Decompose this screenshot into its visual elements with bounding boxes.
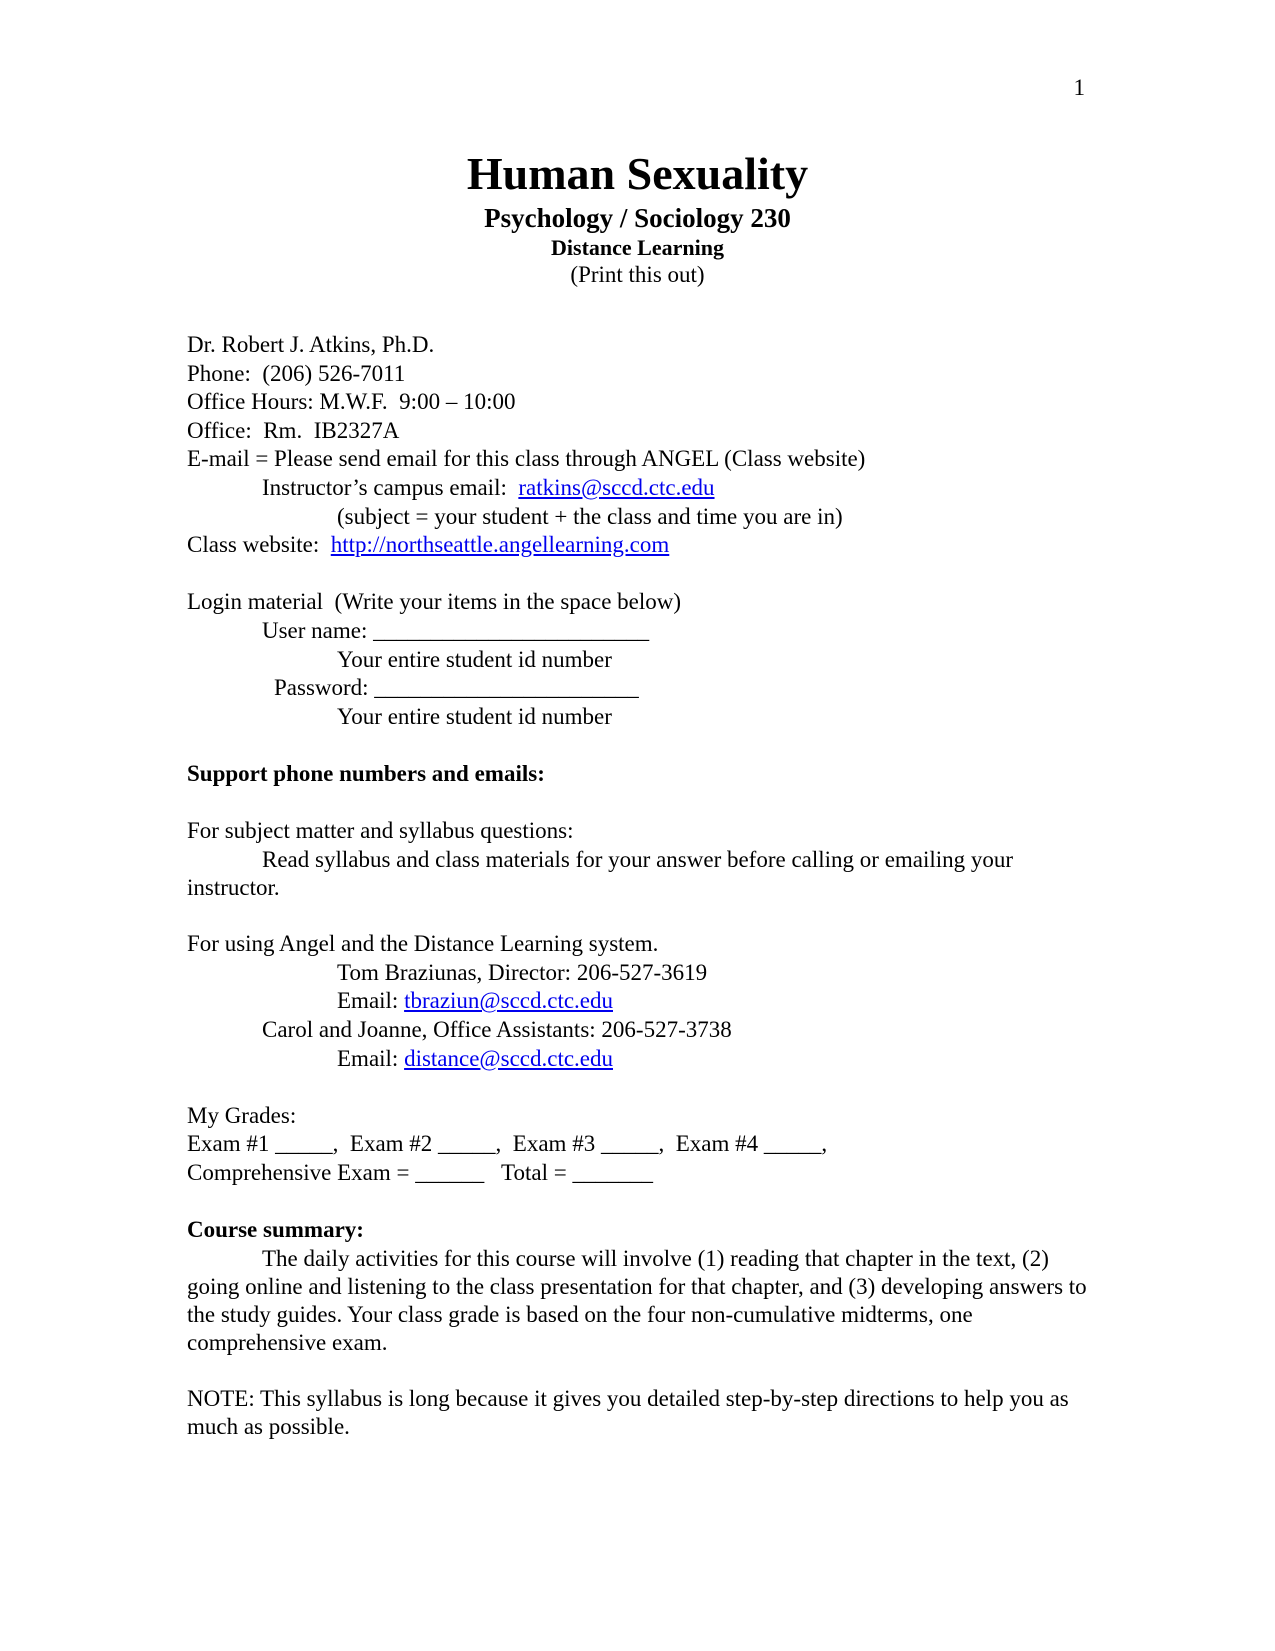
campus-email-link[interactable]: ratkins@sccd.ctc.edu	[518, 474, 715, 500]
email-note: E-mail = Please send email for this class through ANGEL (Class website)	[187, 446, 866, 472]
assistants-line: Carol and Joanne, Office Assistants: 206-527-3738	[262, 1017, 732, 1043]
director-email-link[interactable]: tbraziun@sccd.ctc.edu	[404, 988, 613, 1014]
director-email-label: Email:	[337, 988, 405, 1014]
campus-email-label: Instructor’s campus email:	[262, 474, 519, 500]
course-name: Psychology / Sociology 230	[484, 203, 791, 233]
page-number: 1	[1073, 75, 1085, 100]
grades-exams: Exam #1 _____, Exam #2 _____, Exam #3 _____, Exam #4 _____,	[187, 1131, 828, 1157]
assistants-email-label: Email:	[337, 1045, 405, 1071]
document-title: Human Sexuality	[466, 148, 809, 199]
office-room: Office: Rm. IB2327A	[187, 417, 400, 443]
subject-answer: Read syllabus and class materials for your answer before calling or emailing your instructor.	[187, 846, 1014, 900]
instructor-name: Dr. Robert J. Atkins, Ph.D.	[187, 332, 435, 357]
office-hours: Office Hours: M.W.F. 9:00 – 10:00	[187, 389, 516, 415]
director-email-line	[187, 987, 1087, 1016]
subject-note: (subject = your student + the class and time you are in)	[337, 503, 843, 529]
summary-heading: Course summary:	[187, 1217, 364, 1243]
support-heading: Support phone numbers and emails:	[187, 760, 545, 786]
login-heading: Login material (Write your items in the space below)	[187, 589, 682, 615]
print-note: (Print this out)	[570, 262, 705, 287]
password-hint: Your entire student id number	[337, 703, 612, 729]
instructor-phone: Phone: (206) 526-7011	[187, 360, 406, 386]
password-field-line: Password: _______________________	[274, 675, 639, 701]
website-link[interactable]: http://northseattle.angellearning.com	[330, 532, 670, 558]
assistants-email-line	[187, 1045, 1087, 1074]
subject-question: For subject matter and syllabus questions:	[187, 818, 574, 844]
course-mode: Distance Learning	[551, 235, 724, 260]
username-hint: Your entire student id number	[337, 646, 612, 672]
website-line	[187, 531, 1087, 560]
website-label: Class website:	[187, 532, 331, 558]
username-field-line: User name: ________________________	[262, 617, 650, 643]
title-block	[0, 146, 1275, 288]
document-body	[187, 331, 1087, 1441]
director-line: Tom Braziunas, Director: 206-527-3619	[337, 959, 708, 985]
summary-text: The daily activities for this course will involve (1) reading that chapter in the text, (2) going online and listening to the class presentation for that chapter, and (3) developing answers to the study guides. Your class grade is based on the four non-cumulative midterms, one comprehensive exam.	[187, 1245, 1087, 1355]
angel-heading: For using Angel and the Distance Learning system.	[187, 931, 659, 957]
grades-heading: My Grades:	[187, 1102, 297, 1128]
grades-totals: Comprehensive Exam = ______ Total = _______	[187, 1160, 653, 1186]
assistants-email-link[interactable]: distance@sccd.ctc.edu	[404, 1045, 613, 1071]
summary-note: NOTE: This syllabus is long because it gives you detailed step-by-step directions to help you as much as possible.	[187, 1386, 1069, 1440]
campus-email-line	[187, 474, 1087, 503]
